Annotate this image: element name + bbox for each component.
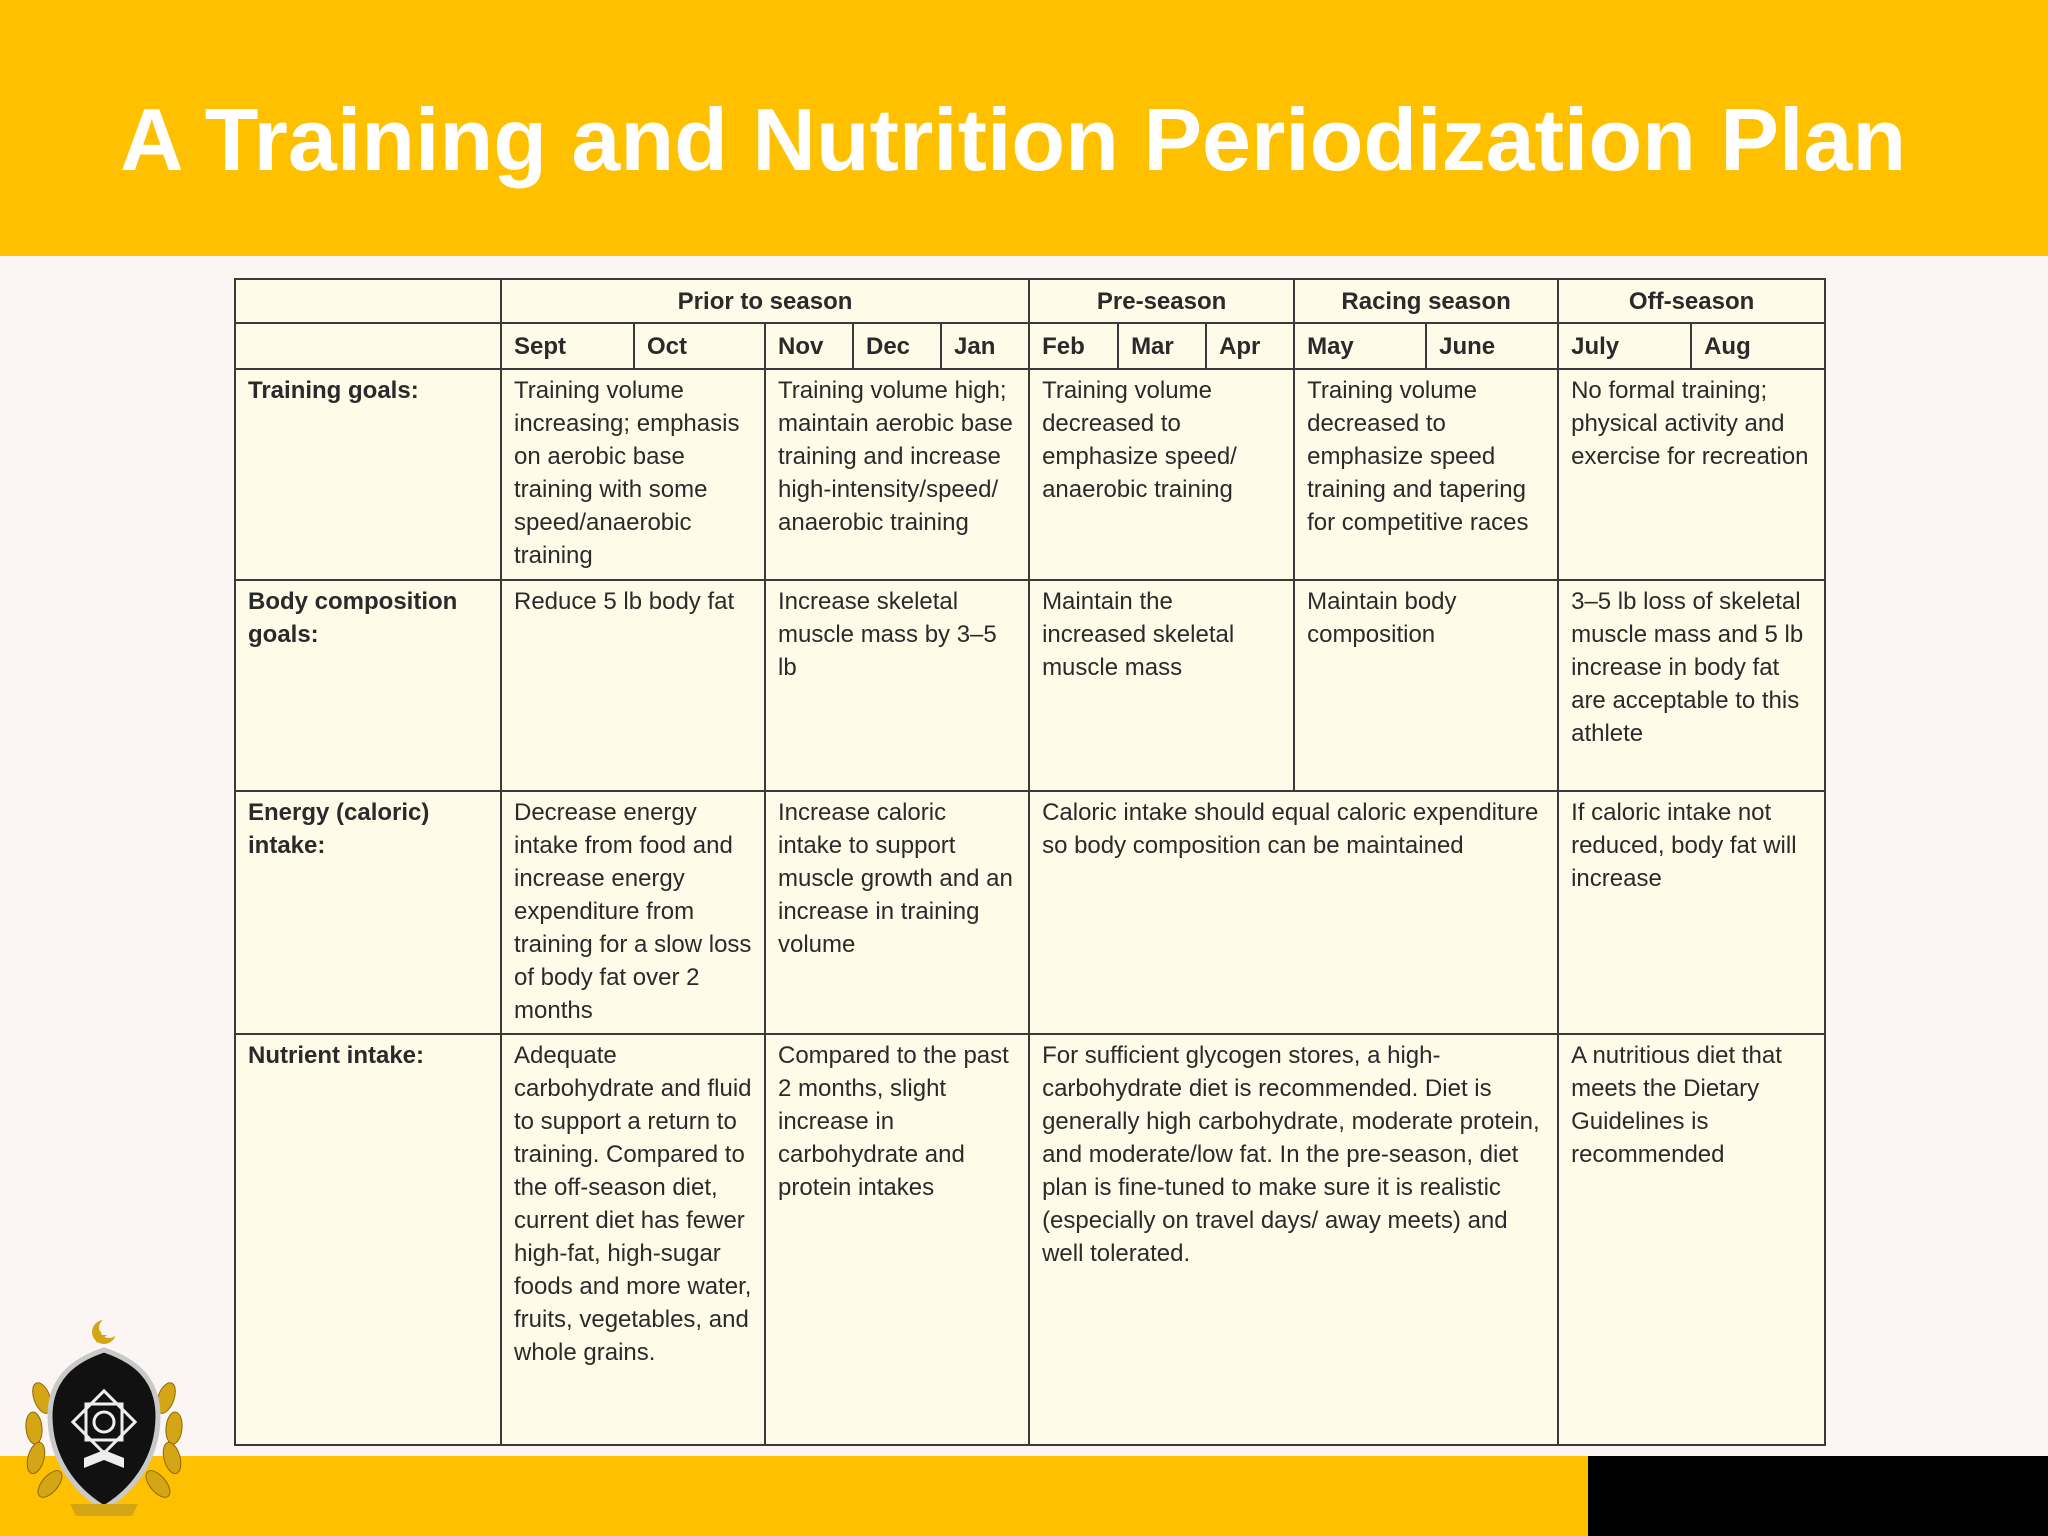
month-header: July bbox=[1558, 323, 1691, 369]
table-cell: Maintain body composition bbox=[1294, 580, 1558, 792]
table-cell: Training volume decreased to emphasize speed training and tapering for competitive races bbox=[1294, 369, 1558, 580]
table-cell: Increase skeletal muscle mass by 3–5 lb bbox=[765, 580, 1029, 792]
month-header: Nov bbox=[765, 323, 853, 369]
row-header: Nutrient intake: bbox=[235, 1034, 501, 1445]
season-header-row bbox=[235, 279, 1825, 323]
month-header: May bbox=[1294, 323, 1426, 369]
footer-black-block bbox=[1588, 1456, 2048, 1536]
periodization-table-container bbox=[234, 278, 1824, 1446]
table-cell: A nutritious diet that meets the Dietary Guidelines is recommended bbox=[1558, 1034, 1825, 1445]
footer-band bbox=[0, 1456, 1588, 1536]
table-row-energy-intake bbox=[235, 791, 1825, 1034]
season-header: Off-season bbox=[1558, 279, 1825, 323]
month-header: June bbox=[1426, 323, 1558, 369]
slide-title: A Training and Nutrition Periodization Plan bbox=[120, 90, 1907, 189]
table-row-nutrient-intake bbox=[235, 1034, 1825, 1445]
periodization-table bbox=[234, 278, 1826, 1446]
month-header: Mar bbox=[1118, 323, 1206, 369]
table-cell: Decrease energy intake from food and increase energy expenditure from training for a slow loss of body fat over 2 months bbox=[501, 791, 765, 1034]
row-header: Energy (caloric) intake: bbox=[235, 791, 501, 1034]
table-cell: 3–5 lb loss of skeletal muscle mass and 5 lb increase in body fat are acceptable to this athlete bbox=[1558, 580, 1825, 792]
table-cell: Increase caloric intake to support muscle growth and an increase in training volume bbox=[765, 791, 1029, 1034]
table-cell: If caloric intake not reduced, body fat will increase bbox=[1558, 791, 1825, 1034]
month-header: Dec bbox=[853, 323, 941, 369]
row-header: Training goals: bbox=[235, 369, 501, 580]
corner-cell bbox=[235, 323, 501, 369]
month-header: Sept bbox=[501, 323, 634, 369]
table-row-training-goals bbox=[235, 369, 1825, 580]
month-header: Aug bbox=[1691, 323, 1825, 369]
month-header: Feb bbox=[1029, 323, 1118, 369]
table-cell: Training volume decreased to emphasize speed/ anaerobic training bbox=[1029, 369, 1294, 580]
table-cell: Maintain the increased skeletal muscle mass bbox=[1029, 580, 1294, 792]
month-header: Oct bbox=[634, 323, 765, 369]
table-cell: For sufficient glycogen stores, a high-carbohydrate diet is recommended. Diet is generally high carbohydrate, moderate protein, and moderate/low fat. In the pre-season, diet plan is fine-tuned to make sure it is realistic (especially on travel days/ away meets) and well tolerated. bbox=[1029, 1034, 1558, 1445]
table-cell: Reduce 5 lb body fat bbox=[501, 580, 765, 792]
table-cell: No formal training; physical activity and exercise for recreation bbox=[1558, 369, 1825, 580]
table-cell: Training volume increasing; emphasis on aerobic base training with some speed/anaerobic training bbox=[501, 369, 765, 580]
month-header: Jan bbox=[941, 323, 1029, 369]
season-header: Racing season bbox=[1294, 279, 1558, 323]
table-cell: Compared to the past 2 months, slight increase in carbohydrate and protein intakes bbox=[765, 1034, 1029, 1445]
row-header: Body composition goals: bbox=[235, 580, 501, 792]
month-header: Apr bbox=[1206, 323, 1294, 369]
season-header: Pre-season bbox=[1029, 279, 1294, 323]
season-header: Prior to season bbox=[501, 279, 1029, 323]
table-row-body-composition bbox=[235, 580, 1825, 792]
table-cell: Adequate carbohydrate and fluid to support a return to training. Compared to the off-season diet, current diet has fewer high-fat, high-sugar foods and more water, fruits, vegetables, and whole grains. bbox=[501, 1034, 765, 1445]
month-header-row bbox=[235, 323, 1825, 369]
crest-icon bbox=[14, 1308, 194, 1528]
corner-cell bbox=[235, 279, 501, 323]
table-cell: Training volume high; maintain aerobic base training and increase high-intensity/speed/ anaerobic training bbox=[765, 369, 1029, 580]
table-cell: Caloric intake should equal caloric expenditure so body composition can be maintained bbox=[1029, 791, 1558, 1034]
